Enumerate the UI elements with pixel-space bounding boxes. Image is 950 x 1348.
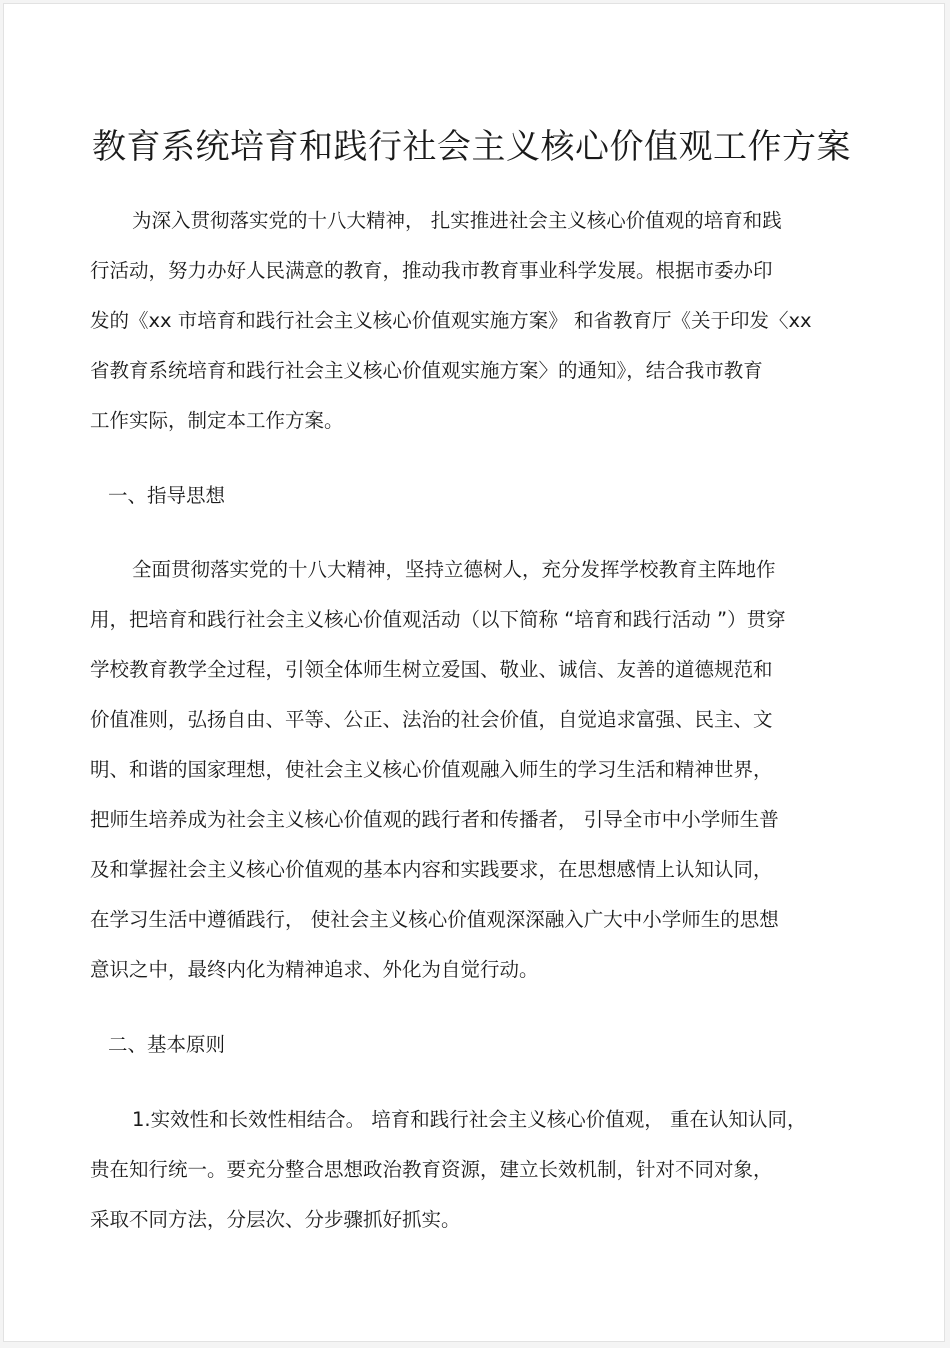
section1-line: 意识之中，最终内化为精神追求、外化为自觉行动。 xyxy=(90,958,539,981)
section1-line: 学校教育教学全过程，引领全体师生树立爱国、敬业、诚信、友善的道德规范和 xyxy=(90,658,773,681)
section2-line: 采取不同方法，分层次、分步骤抓好抓实。 xyxy=(90,1208,461,1231)
intro-line: 为深入贯彻落实党的十八大精神， 扎实推进社会主义核心价值观的培育和践 xyxy=(132,209,782,232)
section1-line: 及和掌握社会主义核心价值观的基本内容和实践要求，在思想感情上认知认同， xyxy=(90,858,773,881)
section2-line: 贵在知行统一。要充分整合思想政治教育资源，建立长效机制，针对不同对象， xyxy=(90,1158,773,1181)
section2-line: 1.实效性和长效性相结合。 培育和践行社会主义核心价值观， 重在认知认同， xyxy=(132,1108,807,1131)
section1-line: 价值准则，弘扬自由、平等、公正、法治的社会价值，自觉追求富强、民主、文 xyxy=(90,708,773,731)
intro-line: 省教育系统培育和践行社会主义核心价值观实施方案〉的通知》，结合我市教育 xyxy=(90,359,763,382)
document-title: 教育系统培育和践行社会主义核心价值观工作方案 xyxy=(92,127,851,167)
intro-line: 行活动，努力办好人民满意的教育，推动我市教育事业科学发展。根据市委办印 xyxy=(90,259,773,282)
section-heading-basic-principles: 二、基本原则 xyxy=(108,1033,226,1056)
document-page xyxy=(3,3,945,1342)
section1-line: 明、和谐的国家理想，使社会主义核心价值观融入师生的学习生活和精神世界， xyxy=(90,758,773,781)
section1-line: 用，把培育和践行社会主义核心价值观活动（以下简称 “培育和践行活动 ”）贯穿 xyxy=(90,608,786,631)
intro-line: 工作实际，制定本工作方案。 xyxy=(90,409,344,432)
section1-line: 把师生培养成为社会主义核心价值观的践行者和传播者， 引导全市中小学师生普 xyxy=(90,808,779,831)
section1-line: 在学习生活中遵循践行， 使社会主义核心价值观深深融入广大中小学师生的思想 xyxy=(90,908,779,931)
section1-line: 全面贯彻落实党的十八大精神，坚持立德树人，充分发挥学校教育主阵地作 xyxy=(132,558,776,581)
section-heading-guiding-ideology: 一、指导思想 xyxy=(108,484,226,507)
intro-line: 发的《xx 市培育和践行社会主义核心价值观实施方案》 和省教育厅《关于印发〈xx xyxy=(90,309,812,332)
